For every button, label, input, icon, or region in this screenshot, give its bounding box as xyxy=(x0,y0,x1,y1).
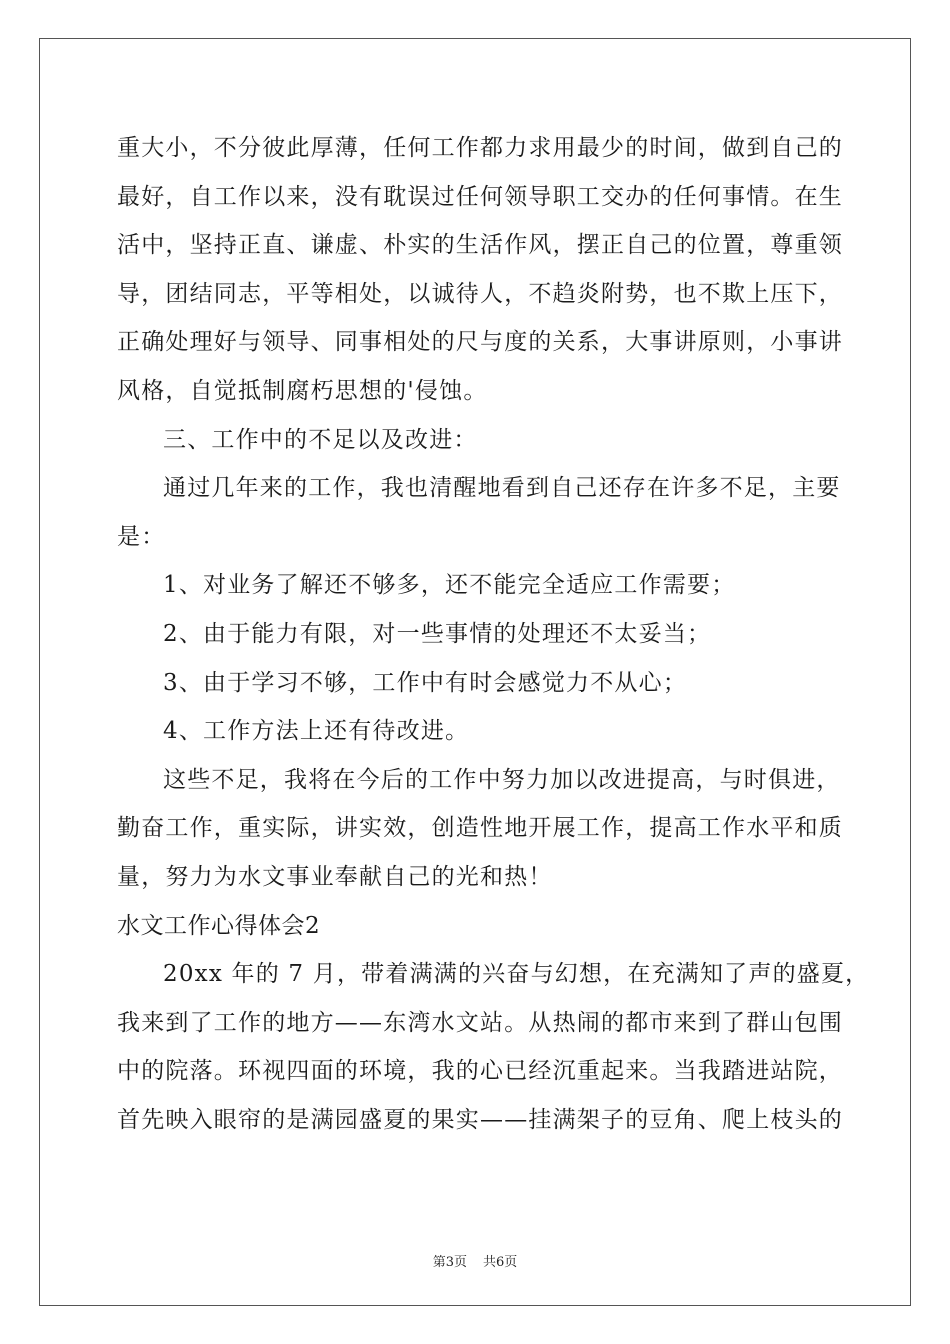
body-line: 是： xyxy=(117,523,166,550)
article-title: 水文工作心得体会2 xyxy=(117,912,321,939)
body-line: 中的院落。环视四面的环境，我的心已经沉重起来。当我踏进站院， xyxy=(117,1058,843,1085)
body-line: 20xx 年的 7 月，带着满满的兴奋与幻想，在充满知了声的盛夏， xyxy=(163,961,870,988)
body-line: 量，努力为水文事业奉献自己的光和热！ xyxy=(117,863,553,890)
list-item: 4、工作方法上还有待改进。 xyxy=(163,718,470,745)
body-line: 重大小，不分彼此厚薄，任何工作都力求用最少的时间，做到自己的 xyxy=(117,135,843,161)
body-line: 导，团结同志，平等相处，以诚待人，不趋炎附势，也不欺上压下， xyxy=(117,280,843,307)
body-line: 首先映入眼帘的是满园盛夏的果实——挂满架子的豆角、爬上枝头的 xyxy=(117,1106,843,1133)
page-footer xyxy=(0,1251,950,1270)
body-line: 最好，自工作以来，没有耽误过任何领导职工交办的任何事情。在生 xyxy=(117,183,843,210)
body-line: 通过几年来的工作，我也清醒地看到自己还存在许多不足，主要 xyxy=(163,475,841,502)
document-body xyxy=(117,124,870,1144)
body-line: 勤奋工作，重实际，讲实效，创造性地开展工作，提高工作水平和质 xyxy=(117,815,843,842)
body-line: 风格，自觉抵制腐朽思想的'侵蚀。 xyxy=(117,377,488,404)
body-line: 我来到了工作的地方——东湾水文站。从热闹的都市来到了群山包围 xyxy=(117,1009,843,1036)
body-line: 正确处理好与领导、同事相处的尺与度的关系，大事讲原则，小事讲 xyxy=(117,329,843,356)
body-line: 这些不足，我将在今后的工作中努力加以改进提高，与时俱进， xyxy=(163,766,841,793)
list-item: 2、由于能力有限，对一些事情的处理还不太妥当； xyxy=(163,620,712,647)
page-total: 共6页 xyxy=(483,1255,518,1270)
section-heading: 三、工作中的不足以及改进： xyxy=(163,426,478,453)
list-item: 1、对业务了解还不够多，还不能完全适应工作需要； xyxy=(163,572,736,599)
list-item: 3、由于学习不够，工作中有时会感觉力不从心； xyxy=(163,669,688,696)
page-number: 第3页 xyxy=(432,1255,467,1270)
body-line: 活中，坚持正直、谦虚、朴实的生活作风，摆正自己的位置，尊重领 xyxy=(117,232,843,259)
